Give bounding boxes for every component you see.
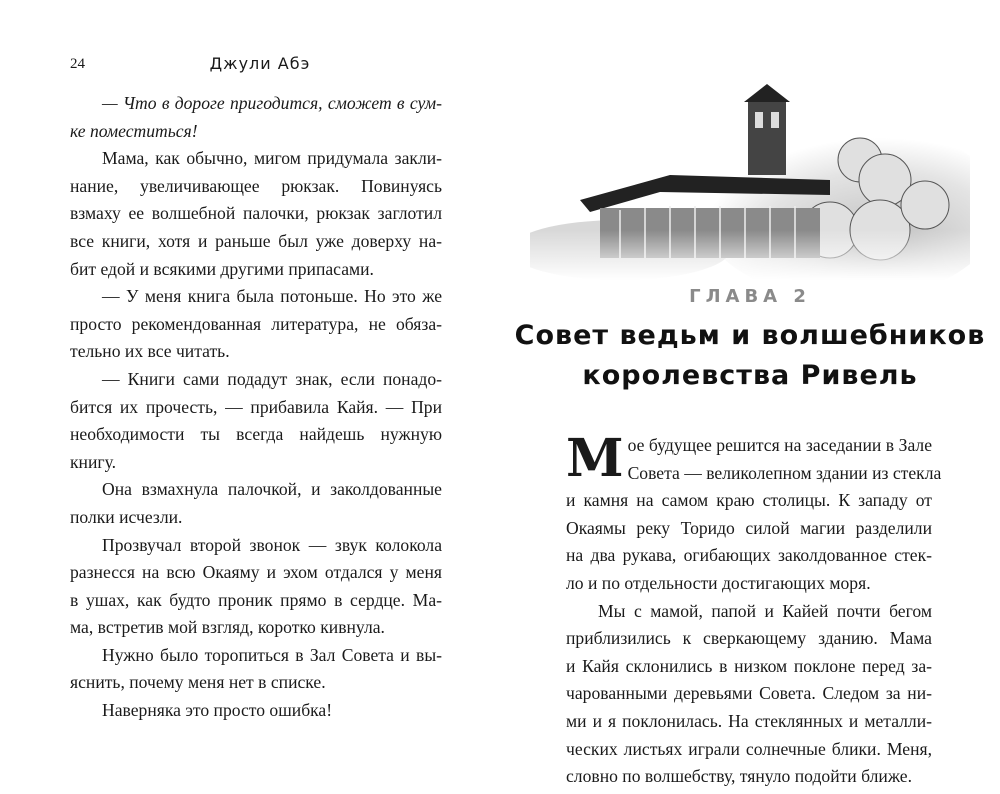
text-line: в ушах, как будто проник прямо в сердце. Ма- xyxy=(70,589,442,610)
text-line: ло и по отдельности достигающих моря. xyxy=(566,572,871,593)
text-line: ми и я поклонилась. На стеклянных и металли- xyxy=(566,710,932,731)
text-line: Мы с мамой, папой и Кайей почти бегом xyxy=(598,600,932,621)
right-page xyxy=(500,0,1000,794)
text-line: Она взмахнула палочкой, и заколдованные xyxy=(102,479,442,500)
text-line: просто рекомендованная литература, не обяза- xyxy=(70,313,442,334)
body-text xyxy=(70,90,442,725)
text-line: полки исчезли. xyxy=(70,506,183,527)
text-line: и Кайя склонились в низком поклоне перед за- xyxy=(566,655,932,676)
text-line: на два рукава, огибающих заколдованное стек- xyxy=(566,545,932,566)
text-line: бится их прочесть, — прибавила Кайя. — При xyxy=(70,396,442,417)
text-line: яснить, почему меня нет в списке. xyxy=(70,672,326,693)
text-line: приблизились к сверкающему зданию. Мама xyxy=(566,628,932,649)
text-line: Наверняка это просто ошибка! xyxy=(102,700,333,721)
text-line: ма, встретив мой взгляд, коротко кивнула. xyxy=(70,617,385,638)
chapter-title xyxy=(500,316,1000,396)
chapter-title-line: Совет ведьм и волшебников xyxy=(514,320,986,351)
text-line: ке поместиться! xyxy=(70,120,198,141)
text-line: ческих листьях играли солнечные блики. Меня, xyxy=(566,738,932,759)
text-line: ое будущее решится на заседании в Зале xyxy=(627,435,932,455)
text-line: все книги, хотя и раньше был уже доверху на- xyxy=(70,230,442,251)
text-line: словно по волшебству, тянуло подойти ближе. xyxy=(566,766,912,787)
text-line: Совета — великолепном здании из стекла xyxy=(627,462,942,483)
text-line: и камня на самом краю столицы. К западу от xyxy=(566,490,932,511)
body-text xyxy=(566,428,942,791)
chapter-label: ГЛАВА 2 xyxy=(689,286,811,307)
chapter-title-line: королевства Ривель xyxy=(582,360,918,391)
text-line: Прозвучал второй звонок — звук колокола xyxy=(102,534,442,555)
text-line: Нужно было торопиться в Зал Совета и вы- xyxy=(102,644,442,665)
text-line: необходимости ты всегда найдешь нужную xyxy=(70,424,442,445)
page-number: 24 xyxy=(70,56,85,72)
text-line: Окаямы реку Торидо силой магии разделили xyxy=(566,517,932,538)
drop-cap: М xyxy=(566,428,624,489)
text-line: книгу. xyxy=(70,451,117,472)
running-head: Джули Абэ xyxy=(209,54,311,73)
text-line: — Что в дороге пригодится, сможет в сум- xyxy=(102,93,442,113)
council-hall-illustration xyxy=(530,80,970,280)
text-line: Мама, как обычно, мигом придумала закли- xyxy=(102,148,442,169)
text-line: взмаху ее волшебной палочки, рюкзак заглотил xyxy=(70,203,442,224)
text-line: разнесся на всю Окаяму и эхом отдался у меня xyxy=(70,562,442,583)
text-line: бит едой и всякими другими припасами. xyxy=(70,258,374,279)
text-line: — У меня книга была потоньше. Но это же xyxy=(102,286,442,307)
text-line: тельно их все читать. xyxy=(70,341,230,362)
text-line: чарованными деревьями Совета. Следом за ни- xyxy=(566,683,932,704)
text-line: — Книги сами подадут знак, если понадо- xyxy=(102,368,442,389)
text-line: нание, увеличивающее рюкзак. Повинуясь xyxy=(70,175,442,196)
